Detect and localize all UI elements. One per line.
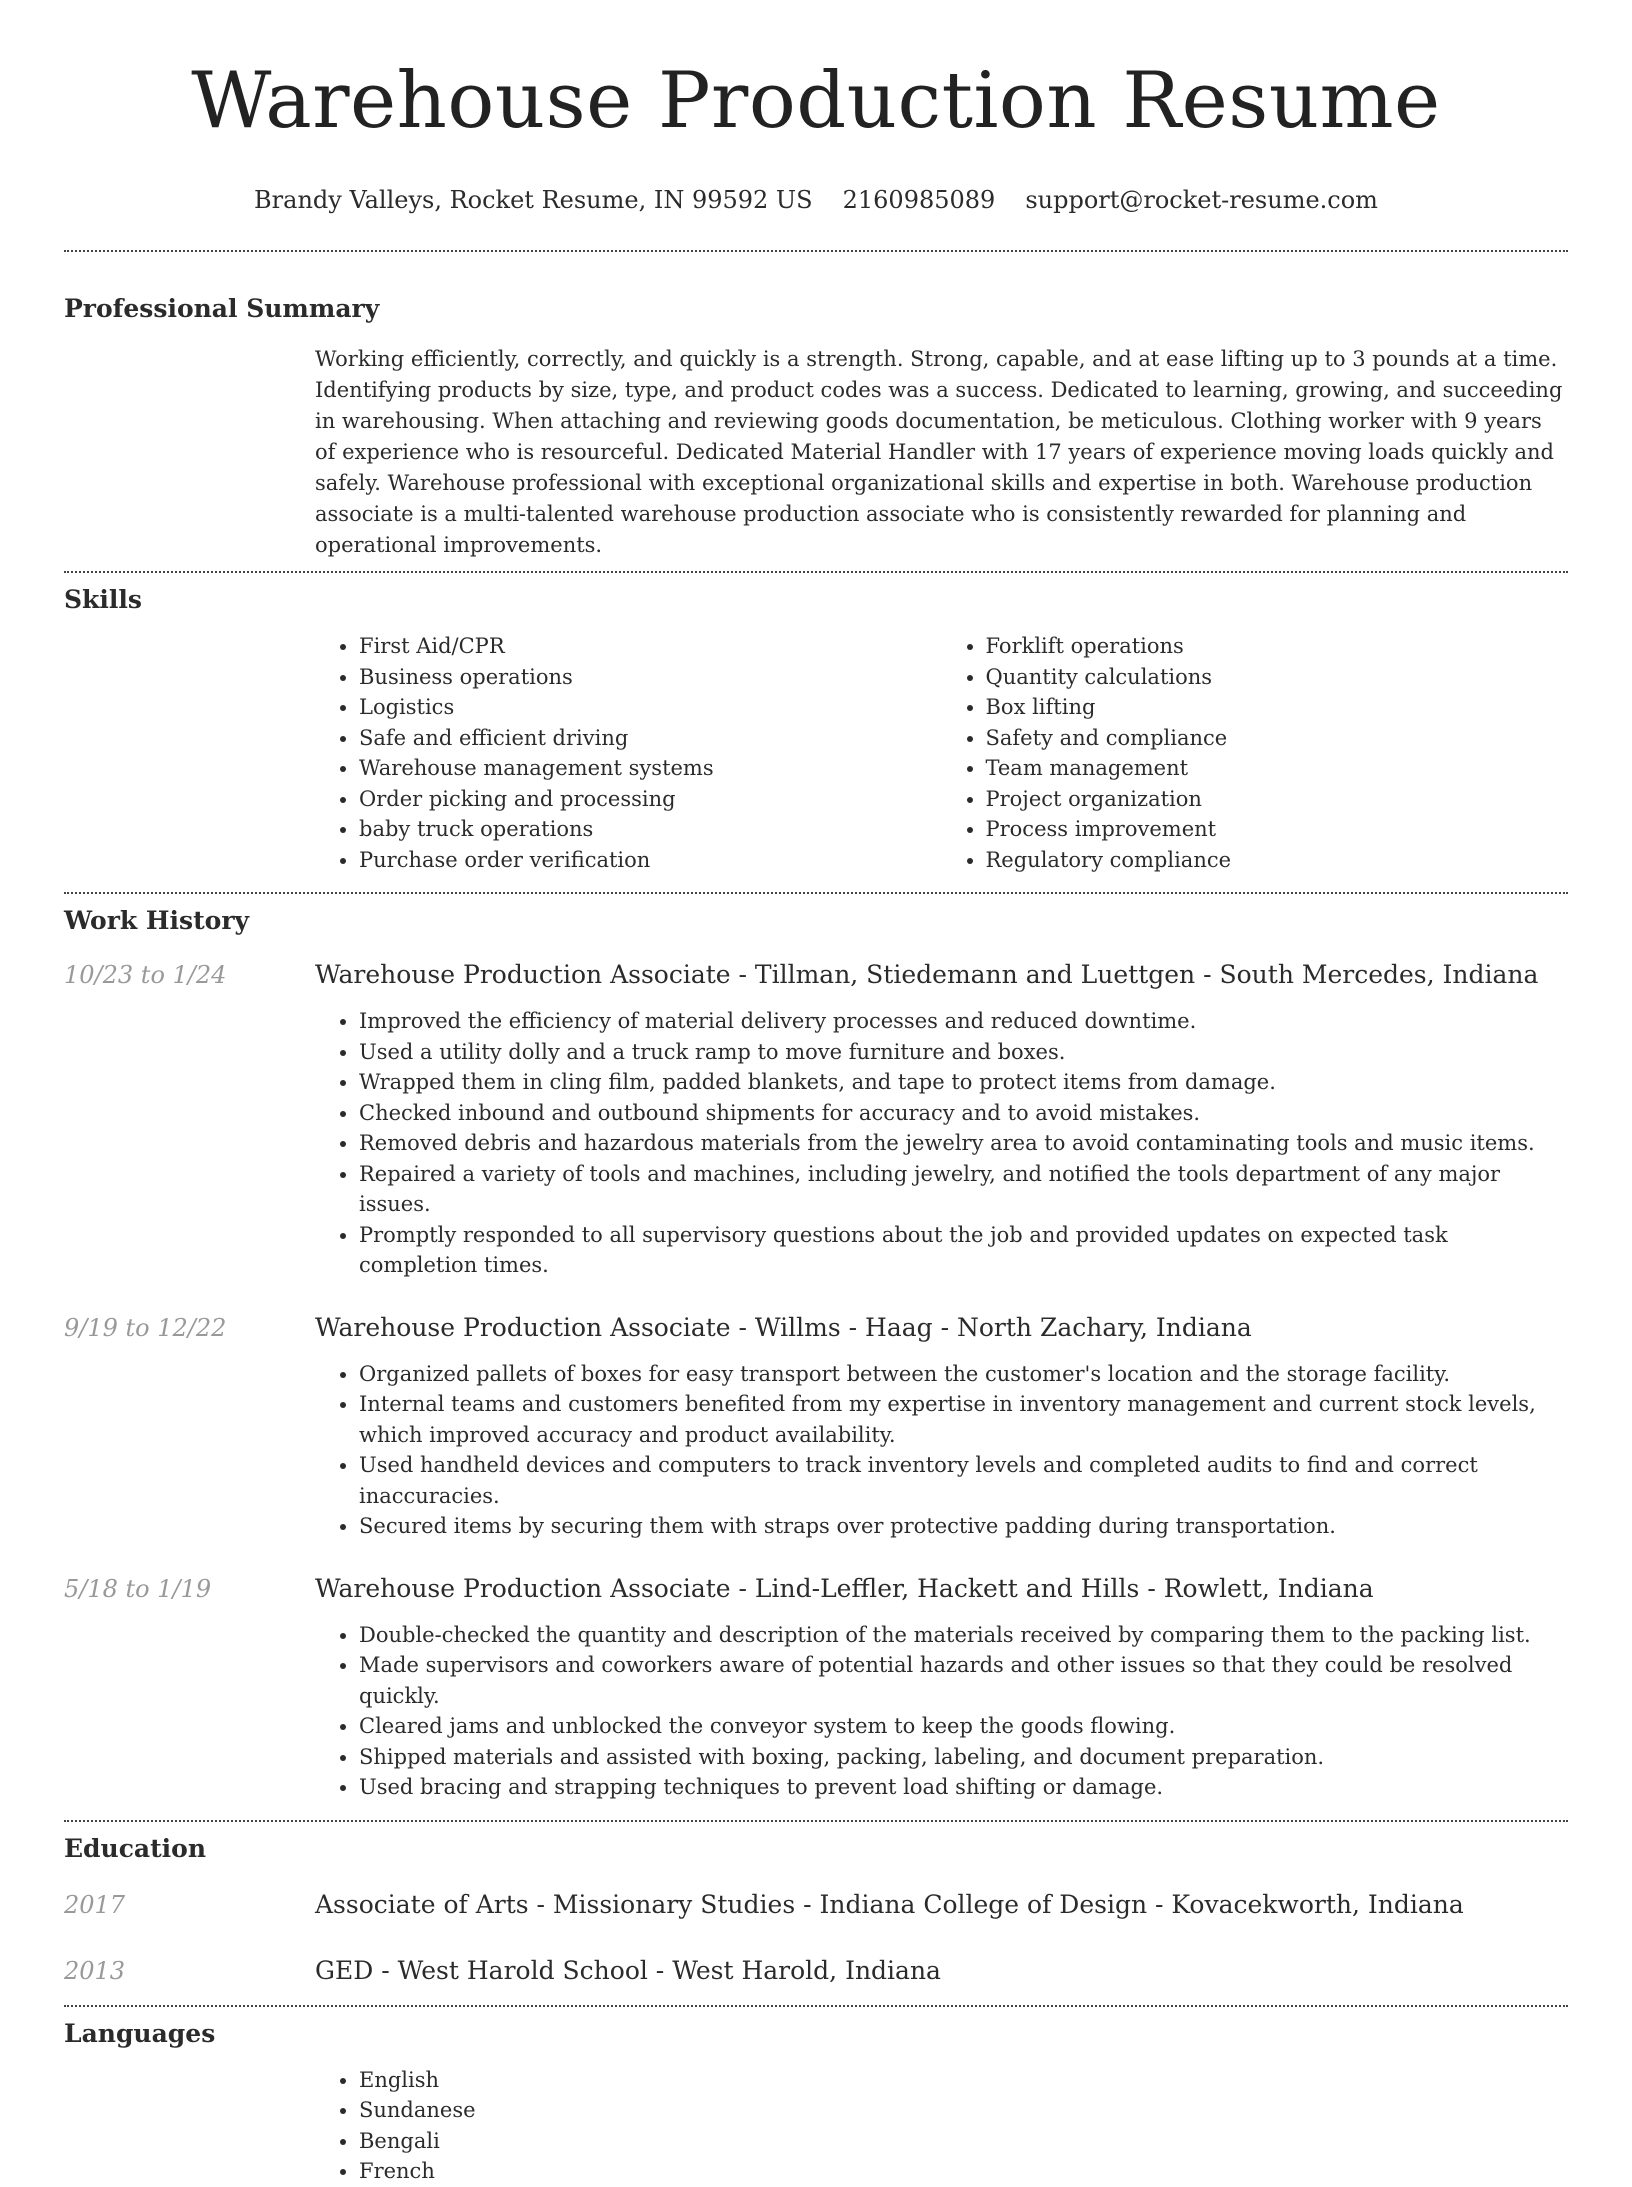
education-year: 2017 [64, 1890, 126, 1919]
skill-item: • Business operations [359, 662, 942, 693]
job-dates: 10/23 to 1/24 [64, 961, 227, 989]
skill-item: • Box lifting [986, 692, 1569, 723]
job-bullet: • Made supervisors and coworkers aware of potential hazards and other issues so that they could be resolved quickly. [359, 1650, 1568, 1711]
language-item: • Bengali [359, 2126, 1568, 2157]
job-bullets [315, 1006, 1568, 1281]
language-item: • Sundanese [359, 2095, 1568, 2126]
education-section [64, 1822, 1568, 1988]
language-item: • French [359, 2156, 1568, 2187]
job-bullet: • Shipped materials and assisted with boxing, packing, labeling, and document preparation. [359, 1742, 1568, 1773]
skill-item: • Purchase order verification [359, 845, 942, 876]
job-title: Warehouse Production Associate - Lind-Leffler, Hackett and Hills - Rowlett, Indiana [315, 1573, 1374, 1603]
skill-item: • Safety and compliance [986, 723, 1569, 754]
education-detail: GED - West Harold School - West Harold, Indiana [315, 1955, 941, 1985]
job-bullet: • Double-checked the quantity and description of the materials received by comparing them to the packing list. [359, 1620, 1568, 1651]
education-year: 2013 [64, 1956, 126, 1985]
resume-title: Warehouse Production Resume [191, 56, 1441, 146]
education-entry [64, 1954, 1568, 1988]
work-section [64, 894, 1568, 1803]
skill-item: • Safe and efficient driving [359, 723, 942, 754]
education-entry [64, 1888, 1568, 1922]
job-bullet: • Organized pallets of boxes for easy transport between the customer's location and the storage facility. [359, 1359, 1568, 1390]
skill-item: • Order picking and processing [359, 784, 942, 815]
job-bullet: • Internal teams and customers benefited from my expertise in inventory management and current stock levels, which improved accuracy and product availability. [359, 1389, 1568, 1450]
job-bullets [315, 1359, 1568, 1542]
skill-item: • baby truck operations [359, 814, 942, 845]
job-list [64, 958, 1568, 1803]
job-bullet: • Cleared jams and unblocked the conveyor system to keep the goods flowing. [359, 1711, 1568, 1742]
skill-item: • Quantity calculations [986, 662, 1569, 693]
education-list [64, 1888, 1568, 1988]
job-title: Warehouse Production Associate - Tillman, Stiedemann and Luettgen - South Mercedes, Indiana [315, 960, 1539, 989]
address: Brandy Valleys, Rocket Resume, IN 99592 US [254, 186, 813, 214]
summary-heading: Professional Summary [64, 294, 380, 323]
job-bullets [315, 1620, 1568, 1803]
job-bullet: • Checked inbound and outbound shipments for accuracy and to avoid mistakes. [359, 1098, 1568, 1129]
phone: 2160985089 [842, 186, 996, 214]
job-bullet: • Used handheld devices and computers to track inventory levels and completed audits to find and correct inaccuracies. [359, 1450, 1568, 1511]
education-detail: Associate of Arts - Missionary Studies - Indiana College of Design - Kovacekworth, Indiana [315, 1889, 1464, 1919]
education-heading: Education [64, 1833, 207, 1863]
skill-item: • Forklift operations [986, 631, 1569, 662]
skills-heading: Skills [64, 585, 142, 614]
language-item: • English [359, 2065, 1568, 2096]
job-dates: 5/18 to 1/19 [64, 1574, 212, 1603]
skill-item: • Warehouse management systems [359, 753, 942, 784]
work-heading: Work History [64, 906, 250, 935]
summary-text: Working efficiently, correctly, and quickly is a strength. Strong, capable, and at ease lifting up to 3 pounds at a time. Identifying products by size, type, and product codes was a success. Dedicated to learning, growing, and succeeding in warehousing. When attaching and reviewing goods documentation, be meticulous. Clothing worker with 9 years of experience who is resourceful. Dedicated Material Handler with 17 years of experience moving loads quickly and safely. Warehouse professional with exceptional organizational skills and expertise in both. Warehouse production associate is a multi-talented warehouse production associate who is consistently rewarded for planning and operational improvements. [315, 347, 1563, 557]
job-entry [64, 1311, 1568, 1542]
job-bullet: • Used a utility dolly and a truck ramp to move furniture and boxes. [359, 1037, 1568, 1068]
skills-section [64, 573, 1568, 875]
job-bullet: • Removed debris and hazardous materials from the jewelry area to avoid contaminating tools and music items. [359, 1128, 1568, 1159]
resume-page [64, 0, 1568, 2187]
job-entry [64, 958, 1568, 1281]
skills-list-left [315, 631, 942, 875]
skill-item: • Logistics [359, 692, 942, 723]
languages-heading: Languages [64, 2018, 216, 2048]
job-title: Warehouse Production Associate - Willms - Haag - North Zachary, Indiana [315, 1312, 1252, 1342]
contact-line [64, 184, 1568, 216]
skills-list-right [942, 631, 1569, 875]
job-bullet: • Secured items by securing them with straps over protective padding during transportation. [359, 1511, 1568, 1542]
skill-item: • Project organization [986, 784, 1569, 815]
summary-section [64, 252, 1568, 561]
job-bullet: • Promptly responded to all supervisory questions about the job and provided updates on expected task completion times. [359, 1220, 1568, 1281]
languages-section [64, 2007, 1568, 2187]
skill-item: • First Aid/CPR [359, 631, 942, 662]
skill-item: • Team management [986, 753, 1569, 784]
job-entry [64, 1572, 1568, 1803]
job-bullet: • Wrapped them in cling film, padded blankets, and tape to protect items from damage. [359, 1067, 1568, 1098]
job-bullet: • Improved the efficiency of material delivery processes and reduced downtime. [359, 1006, 1568, 1037]
languages-list [315, 2065, 1568, 2187]
skill-item: • Regulatory compliance [986, 845, 1569, 876]
skill-item: • Process improvement [986, 814, 1569, 845]
email: support@rocket-resume.com [1025, 186, 1378, 214]
job-dates: 9/19 to 12/22 [64, 1313, 227, 1342]
job-bullet: • Used bracing and strapping techniques to prevent load shifting or damage. [359, 1772, 1568, 1803]
job-bullet: • Repaired a variety of tools and machines, including jewelry, and notified the tools department of any major issues. [359, 1159, 1568, 1220]
